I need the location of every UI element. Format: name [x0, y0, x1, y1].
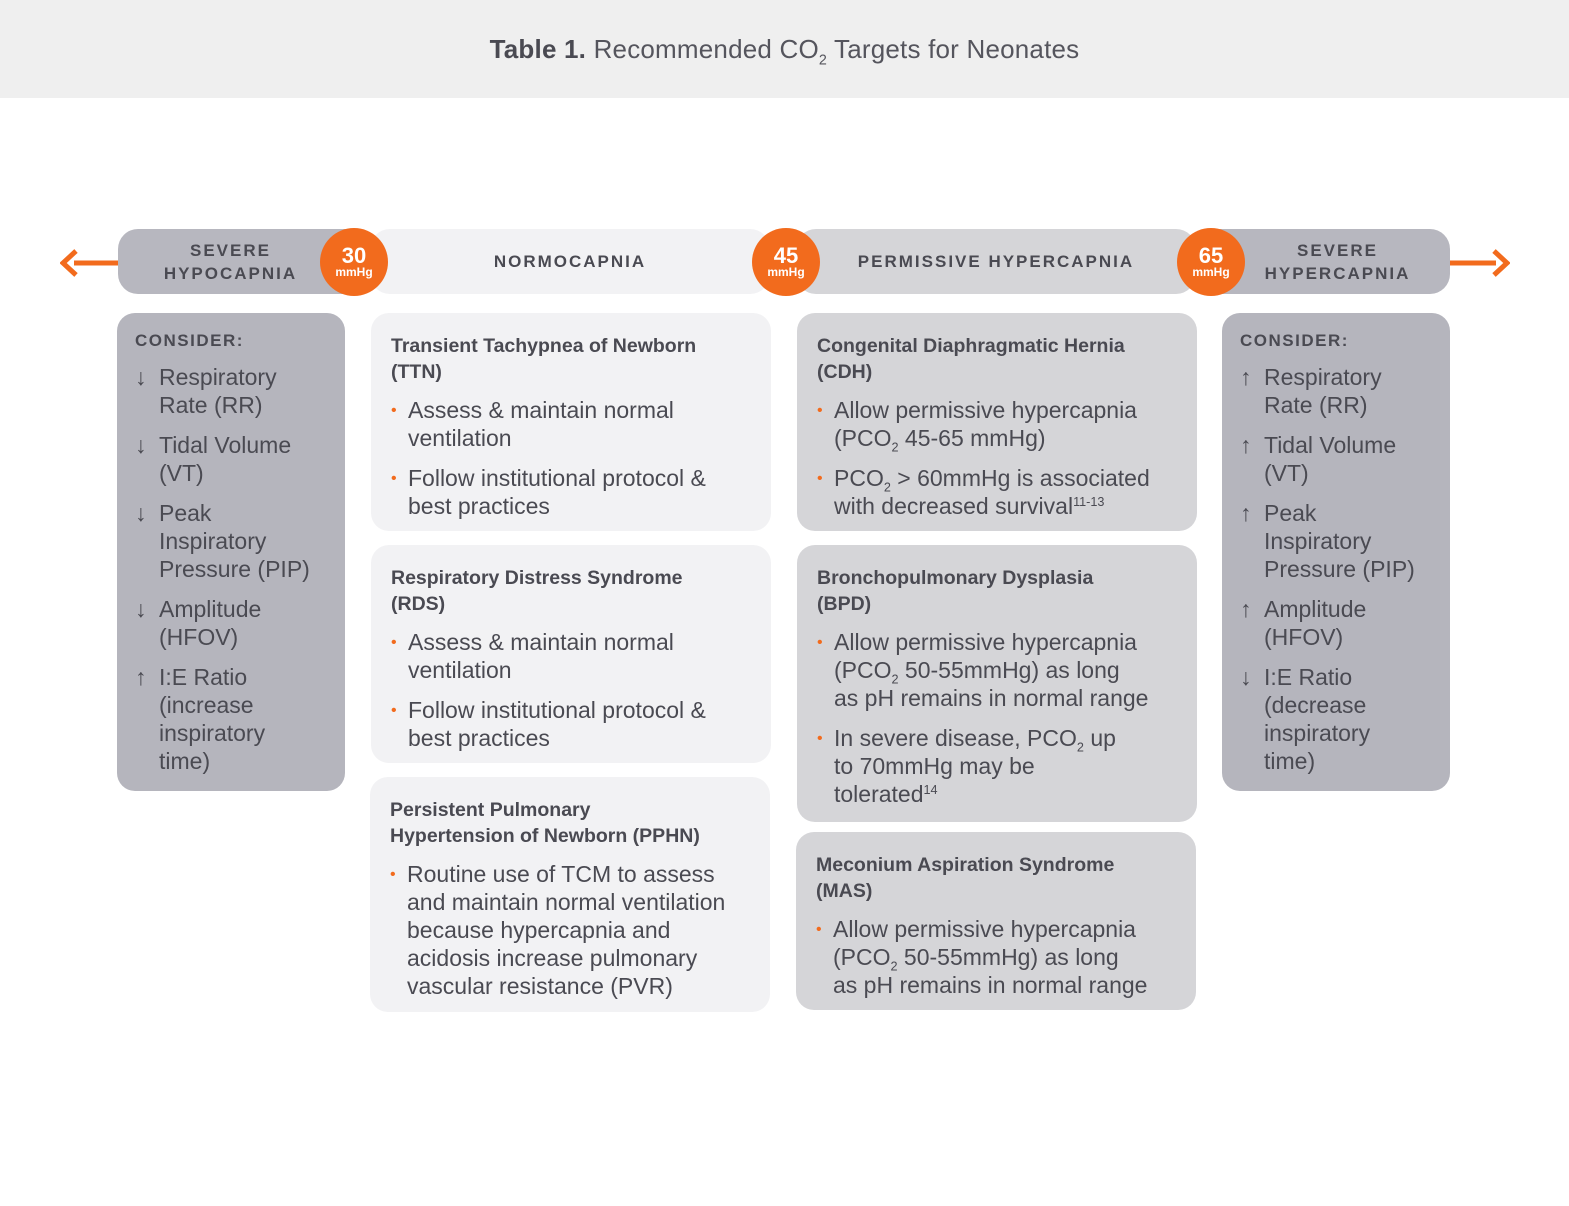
up-arrow-icon: ↑ [135, 664, 147, 690]
bullet-icon: • [390, 866, 396, 883]
text-part: Allow permissive hypercapnia (PCO [833, 916, 1136, 970]
band-label: PERMISSIVE HYPERCAPNIA [857, 252, 1135, 271]
up-arrow-icon: ↑ [1240, 596, 1252, 622]
item-text: Respiratory Rate (RR) [1264, 364, 1382, 418]
list-item [816, 915, 1174, 999]
citation-superscript: 14 [923, 782, 938, 797]
list-item [1240, 363, 1438, 419]
consider-panel-hypercapnia [1222, 313, 1450, 791]
text-part: 50-55mmHg) as long as pH remains in normal range [833, 944, 1148, 998]
list-item [1240, 663, 1438, 775]
bullet-text [834, 396, 1137, 455]
subscript: 2 [891, 440, 899, 455]
marker-45 [752, 228, 820, 296]
table-title [489, 33, 1080, 68]
right-arrow-icon [1448, 248, 1510, 278]
bullet-icon: • [817, 470, 823, 487]
card-title: Respiratory Distress Syndrome (RDS) [391, 567, 683, 615]
subscript: 2 [1076, 740, 1084, 755]
bullet-icon: • [391, 634, 397, 651]
list-item [817, 628, 1175, 712]
card-title: Congenital Diaphragmatic Hernia (CDH) [817, 335, 1125, 383]
card-ttn [371, 313, 771, 531]
bullet-text: Routine use of TCM to assess and maintain normal ventilation because hypercapnia and acidosis increase pulmonary vascular resistance (PVR) [407, 861, 726, 999]
bullet-text: Assess & maintain normal ventilation [408, 397, 674, 451]
item-text: I:E Ratio (increase inspiratory time) [159, 664, 266, 774]
bullet-text [834, 628, 1148, 712]
down-arrow-icon: ↓ [135, 432, 147, 458]
card-title: Persistent Pulmonary Hypertension of Newborn (PPHN) [390, 799, 700, 847]
marker-65 [1177, 228, 1245, 296]
up-arrow-icon: ↑ [1240, 432, 1252, 458]
list-item [1240, 595, 1438, 651]
list-item [135, 363, 333, 419]
bullet-text [834, 464, 1150, 520]
item-text: Amplitude (HFOV) [1264, 596, 1367, 650]
subscript: 2 [890, 959, 898, 974]
list-item [817, 464, 1175, 520]
list-item [391, 696, 749, 752]
up-arrow-icon: ↑ [1240, 500, 1252, 526]
card-pphn [370, 777, 770, 1012]
item-text: I:E Ratio (decrease inspiratory time) [1264, 664, 1371, 774]
text-part: 50-55mmHg) as long as pH remains in normal range [834, 657, 1149, 711]
marker-value: 65 [1198, 242, 1224, 268]
text-part: > 60mmHg is associated with decreased survival [834, 465, 1150, 519]
citation-superscript: 11-13 [1073, 494, 1105, 509]
consider-panel-hypocapnia [117, 313, 345, 791]
text-part: 45-65 mmHg) [898, 425, 1046, 451]
item-text: Amplitude (HFOV) [159, 596, 262, 650]
card-title: Transient Tachypnea of Newborn (TTN) [391, 335, 697, 383]
title-text-pre: Recommended CO [593, 33, 819, 64]
bullet-icon: • [816, 921, 822, 938]
list-item [391, 464, 749, 520]
card-title: Meconium Aspiration Syndrome (MAS) [816, 854, 1115, 902]
band-permissive-hypercapnia [796, 229, 1196, 294]
consider-heading: CONSIDER: [135, 331, 244, 350]
down-arrow-icon: ↓ [1240, 664, 1252, 690]
bullet-text: Assess & maintain normal ventilation [408, 629, 674, 683]
card-bpd [797, 545, 1197, 822]
list-item [1240, 499, 1438, 583]
bullet-text: Follow institutional protocol & best practices [408, 465, 706, 519]
bullet-icon: • [391, 702, 397, 719]
down-arrow-icon: ↓ [135, 500, 147, 526]
item-text: Peak Inspiratory Pressure (PIP) [159, 500, 310, 582]
list-item [391, 628, 749, 684]
bullet-icon: • [817, 730, 823, 747]
marker-unit: mmHg [1192, 264, 1230, 279]
marker-value: 45 [773, 242, 799, 268]
down-arrow-icon: ↓ [135, 596, 147, 622]
marker-30 [320, 228, 388, 296]
band-label: SEVERE HYPOCAPNIA [163, 240, 298, 283]
card-rds [371, 545, 771, 763]
bullet-text [833, 915, 1147, 999]
list-item [817, 724, 1175, 808]
list-item [135, 663, 333, 775]
bullet-icon: • [817, 402, 823, 419]
bullet-icon: • [817, 634, 823, 651]
left-arrow-icon [60, 248, 122, 278]
table-number: Table 1. [489, 33, 587, 64]
list-item [390, 860, 748, 1000]
card-title: Bronchopulmonary Dysplasia (BPD) [817, 567, 1094, 615]
item-text: Peak Inspiratory Pressure (PIP) [1264, 500, 1415, 582]
subscript: 2 [883, 480, 891, 495]
bullet-text [834, 724, 1116, 808]
card-cdh [797, 313, 1197, 531]
title-text-post: Targets for Neonates [827, 33, 1080, 64]
item-text: Tidal Volume (VT) [159, 432, 292, 486]
bullet-text: Follow institutional protocol & best practices [408, 697, 706, 751]
marker-value: 30 [341, 242, 367, 268]
up-arrow-icon: ↑ [1240, 364, 1252, 390]
item-text: Tidal Volume (VT) [1264, 432, 1397, 486]
text-part: In severe disease, PCO [834, 725, 1077, 751]
band-normocapnia [370, 229, 770, 294]
bullet-icon: • [391, 402, 397, 419]
title-subscript: 2 [818, 51, 828, 68]
marker-unit: mmHg [335, 264, 373, 279]
band-label: NORMOCAPNIA [493, 252, 647, 271]
list-item [817, 396, 1175, 455]
list-item [135, 595, 333, 651]
text-part: Allow permissive hypercapnia (PCO [834, 397, 1137, 451]
band-label: SEVERE HYPERCAPNIA [1264, 240, 1411, 283]
item-text: Respiratory Rate (RR) [159, 364, 277, 418]
subscript: 2 [891, 672, 899, 687]
header-bar [0, 0, 1569, 98]
text-part: up to 70mmHg may be tolerated [834, 725, 1116, 807]
card-mas [796, 832, 1196, 1010]
consider-heading: CONSIDER: [1240, 331, 1349, 350]
down-arrow-icon: ↓ [135, 364, 147, 390]
marker-unit: mmHg [767, 264, 805, 279]
text-part: PCO [834, 465, 884, 491]
text-part: Allow permissive hypercapnia (PCO [834, 629, 1137, 683]
bullet-icon: • [391, 470, 397, 487]
list-item [1240, 431, 1438, 487]
list-item [391, 396, 749, 452]
list-item [135, 499, 333, 583]
list-item [135, 431, 333, 487]
